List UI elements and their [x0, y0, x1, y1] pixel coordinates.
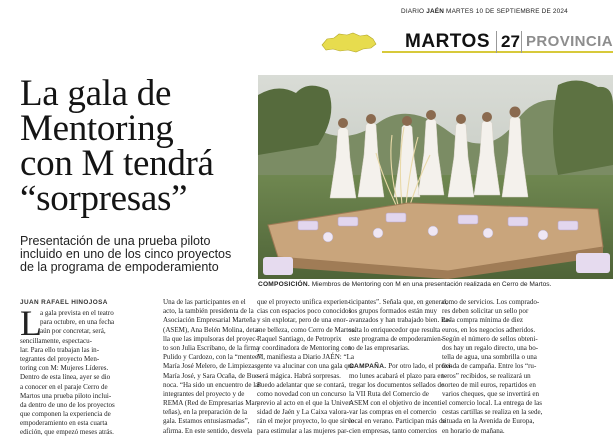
text-line: local en verano. Participan más de	[349, 417, 446, 426]
photo-illustration	[258, 75, 613, 279]
text-line: dos hay un regalo directo, una bo-	[442, 343, 539, 352]
page-number: 27	[496, 31, 524, 53]
text-line: previo al acto en el que la Univer-	[257, 399, 353, 408]
caption-text: Miembros de Mentoring con M en una presentación realizada en Cerro de Martos.	[309, 281, 552, 288]
text-line: este programa de empoderamien-	[349, 334, 444, 343]
subhead-line: incluido en uno de los cinco proyectos	[20, 247, 232, 261]
text-line: integrantes del proyecto y de	[163, 389, 245, 398]
run-in-heading: CAMPAÑA.	[349, 363, 387, 371]
text-column-4	[349, 298, 453, 436]
text-line: que el proyecto unifica experien-	[257, 298, 351, 306]
masthead-paper-prefix: DIARIO	[401, 8, 425, 15]
text-line: Martos una prueba piloto inclui-	[20, 391, 112, 400]
text-line: tegrantes del proyecto Men-	[20, 354, 100, 363]
subheadline	[20, 235, 248, 274]
text-line: varios cheques, que se invertirá en	[442, 389, 540, 398]
text-line: lar. Para ello trabajan las in-	[20, 345, 100, 354]
headline-line: La gala de	[20, 73, 172, 114]
text-line: tregar los documentos sellados de	[349, 380, 445, 389]
masthead	[401, 8, 568, 15]
text-line: lla que las impulsoras del proyec-	[163, 334, 258, 343]
section-name: MARTOS	[405, 31, 490, 52]
headline-line: Mentoring	[20, 108, 174, 149]
text-line: mo lunes acabará el plazo para en-	[349, 371, 447, 380]
text-line: Una de las participantes en el	[163, 298, 246, 306]
text-line: ASEM con el objetivo de incenti-	[349, 399, 444, 408]
text-line: empoderamiento en esta cuarta	[20, 419, 108, 428]
text-line: y sin explotar, pero de una enor-	[257, 316, 348, 325]
section-bar	[318, 31, 613, 53]
text-line: Dentro de esta línea, ayer se dio	[20, 373, 111, 382]
text-line: teros” recibidos, se realizará un	[442, 371, 531, 380]
text-line: Según el número de sellos obteni-	[442, 334, 538, 343]
text-line: res deben solicitar un sello por	[442, 307, 529, 316]
text-line: para octubre, en una fecha	[40, 318, 115, 327]
text-line: da dentro de uno de los proyectos	[20, 400, 115, 409]
byline: JUAN RAFAEL HINOJOSA	[20, 299, 108, 306]
text-line: toring con M: Mujeres Líderes.	[20, 364, 109, 373]
province-map-icon	[318, 31, 380, 53]
text-line: María José, y Sara Ocaña, de Bue-	[163, 371, 261, 380]
text-line: euros, en los negocios adheridos.	[442, 325, 536, 334]
text-line: gente va alucinar con una gala que	[257, 362, 355, 371]
text-line: para estimular a las mujeres par-	[257, 426, 349, 435]
text-line: cien empresas, tanto comercios	[349, 426, 438, 435]
text-column-1	[20, 303, 115, 438]
text-line: noca. “Ha sido un encuentro de las	[163, 380, 262, 389]
text-line: gala. Estamos entusiasmadas”,	[163, 417, 250, 426]
text-line: edición, que empezó meses atrás.	[20, 428, 114, 437]
text-column-3	[257, 298, 357, 436]
text-line: sorteo de mil euros, repartidos en	[442, 380, 536, 389]
text-line: en horario de mañana.	[442, 426, 505, 435]
text-line: como novedad con un concurso	[257, 389, 347, 398]
text-column-5	[442, 298, 543, 436]
text-line: sidad de Jaén y La Caixa valora-	[257, 408, 349, 417]
text-line: la VII Ruta del Comercio de	[349, 389, 429, 398]
text-line: tella de agua, una sombrilla o una	[442, 353, 537, 362]
text-line: salta lo enriquecedor que resulta	[349, 325, 441, 334]
text-line	[349, 353, 441, 362]
text-line: sencillamente, espectacu-	[20, 336, 92, 345]
text-column-2	[163, 298, 262, 436]
text-line: tienda de campaña. Entre los “ru-	[442, 362, 537, 371]
text-line: cada compra mínima de diez	[442, 316, 524, 325]
masthead-paper-name: JAÉN	[426, 8, 445, 15]
page-header	[0, 0, 613, 56]
text-line: a gala prevista en el teatro	[40, 309, 114, 317]
article-photo	[258, 75, 613, 279]
headline-line: con M tendrá	[20, 143, 214, 184]
section-subtitle: PROVINCIA	[521, 31, 613, 53]
text-line: que componen la experiencia de	[20, 410, 111, 419]
text-line: rán el mejor proyecto, lo que sirve	[257, 417, 354, 426]
caption-label: COMPOSICIÓN.	[258, 281, 310, 288]
text-line: teñas), en la preparación de la	[163, 408, 248, 417]
text-line: to de las empresarias.	[349, 343, 410, 352]
text-line: cias con espacios poco conocidos	[257, 307, 352, 316]
headline	[20, 73, 250, 219]
text-line: María José Melero, de Limpiezas	[163, 362, 258, 371]
masthead-date: MARTES 10 DE SEPTIEMBRE DE 2024	[446, 8, 568, 15]
text-line: los grupos formados están muy	[349, 307, 438, 316]
subhead-line: Presentación de una prueba piloto	[20, 234, 211, 248]
text-line: ticipantes”. Señala que, en general,	[349, 298, 448, 306]
text-line: y coordinadora de Mentoring con	[257, 343, 352, 352]
text-line: M, manifiesta a Diario JAÉN: “La	[257, 353, 355, 362]
subhead-line: de la programa de empoderamiento	[20, 260, 219, 274]
text-line: como de servicios. Los comprado-	[442, 298, 540, 306]
text-line: Raquel Santiago, de Petroprix	[257, 334, 342, 343]
text-line: será mágica. Habrá sorpresas.	[257, 371, 341, 380]
text-line: var las compras en el comercio	[349, 408, 437, 417]
text-line: situada en la Avenida de Europa,	[442, 417, 535, 426]
text-line: to son Julia Escribano, de la firma	[163, 343, 260, 352]
text-line: Asociación Empresarial Marteña	[163, 316, 256, 325]
text-line: cestas cartillas se realiza en la sede,	[442, 408, 543, 417]
text-line: REMA (Red de Empresarias Mar-	[163, 399, 260, 408]
headline-line: “sorpresas”	[20, 178, 188, 219]
text-line: CAMPAÑA. Por otro lado, el próxi-	[349, 362, 453, 371]
text-line: Pulido y Cardozo, con la “mentee”	[163, 353, 262, 362]
text-line: me belleza, como Cerro de Martos.	[257, 325, 357, 334]
dropcap: L	[20, 303, 42, 343]
text-line: el comercio local. La entrega de las	[442, 399, 542, 408]
photo-caption	[258, 281, 613, 289]
text-line: a conocer en el paraje Cerro de	[20, 382, 108, 391]
text-line: avanzados y han trabajado bien. Re-	[349, 316, 452, 325]
text-line: aún por concretar, será,	[40, 327, 106, 336]
text-line: acto, la también presidenta de la	[163, 307, 254, 316]
text-line: afirma. En este sentido, desvela	[163, 426, 253, 435]
text-line: (ASEM), Ana Belén Molina, deta-	[163, 325, 261, 334]
text-line: Puedo adelantar que se contará,	[257, 380, 347, 389]
